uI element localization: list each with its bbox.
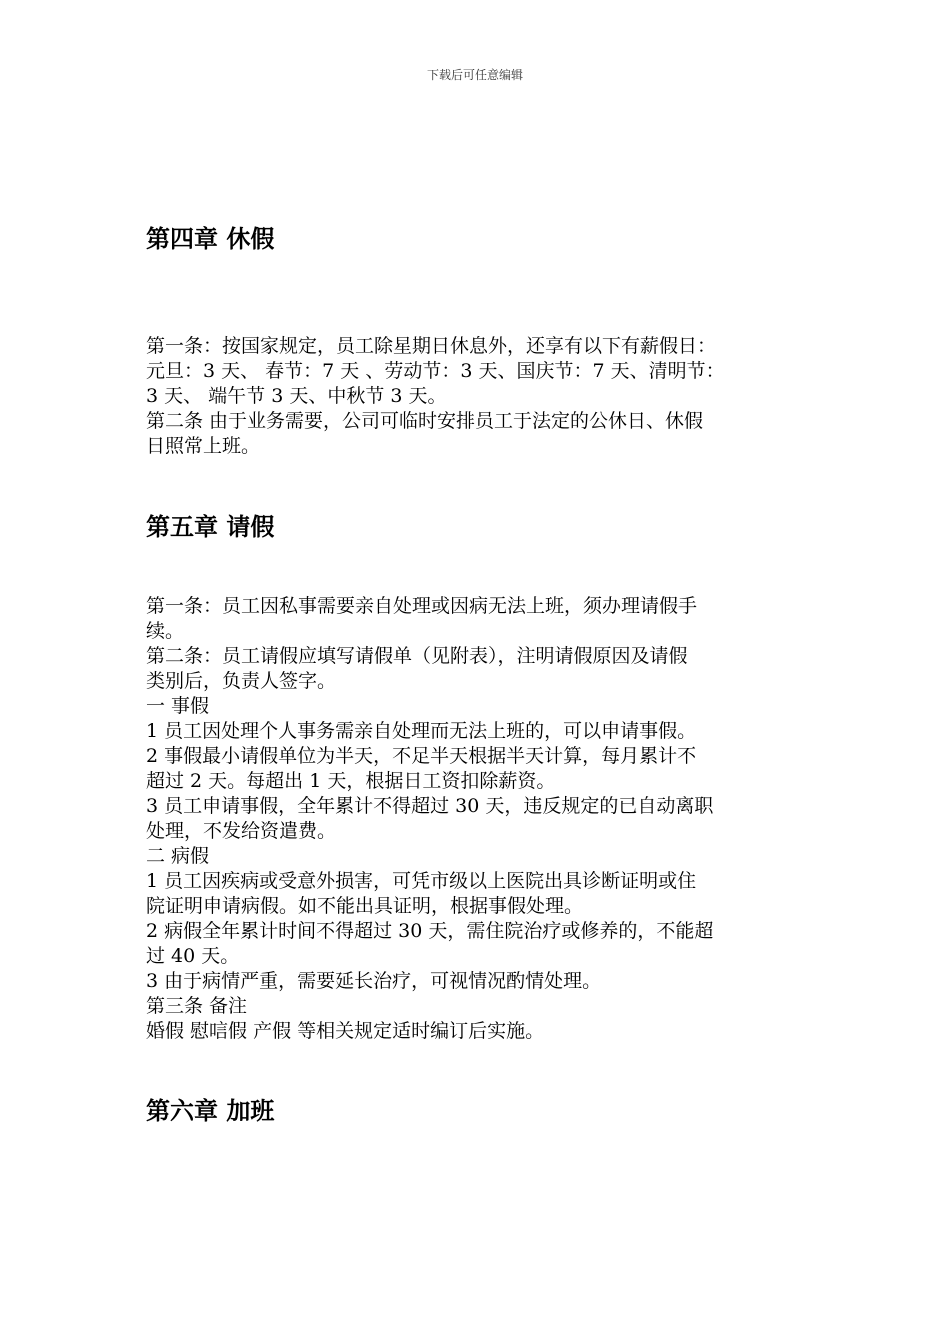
paragraph-line: 1 员工因处理个人事务需亲自处理而无法上班的，可以申请事假。 bbox=[146, 720, 697, 742]
paragraph-line: 过 40 天。 bbox=[146, 945, 240, 967]
chapter-5-content bbox=[146, 594, 816, 1044]
paragraph-line: 婚假 慰唁假 产假 等相关规定适时编订后实施。 bbox=[146, 1020, 545, 1042]
paragraph-line: 一 事假 bbox=[146, 695, 210, 717]
paragraph-line: 日照常上班。 bbox=[146, 435, 261, 457]
paragraph-line: 2 病假全年累计时间不得超过 30 天，需住院治疗或修养的，不能超 bbox=[146, 920, 714, 942]
paragraph-line: 第二条：员工请假应填写请假单（见附表），注明请假原因及请假 bbox=[146, 645, 688, 667]
paragraph-line: 3 由于病情严重，需要延长治疗，可视情况酌情处理。 bbox=[146, 970, 602, 992]
paragraph-line: 院证明申请病假。如不能出具证明，根据事假处理。 bbox=[146, 895, 584, 917]
chapter-6-title: 第六章 加班 bbox=[146, 1097, 275, 1125]
paragraph-line: 元旦：3 天、 春节：7 天 、劳动节：3 天、国庆节：7 天、清明节： bbox=[146, 360, 725, 382]
paragraph-line: 2 事假最小请假单位为半天，不足半天根据半天计算，每月累计不 bbox=[146, 745, 697, 767]
chapter-4-title: 第四章 休假 bbox=[146, 225, 275, 253]
paragraph-line: 处理，不发给资遣费。 bbox=[146, 820, 337, 842]
paragraph-line: 续。 bbox=[146, 620, 185, 642]
paragraph-line: 二 病假 bbox=[146, 845, 210, 867]
paragraph-line: 类别后，负责人签字。 bbox=[146, 670, 337, 692]
paragraph-line: 第一条：按国家规定，员工除星期日休息外，还享有以下有薪假日： bbox=[146, 335, 717, 357]
page-header: 下载后可任意编辑 bbox=[426, 68, 523, 82]
paragraph-line: 第二条 由于业务需要，公司可临时安排员工于法定的公休日、休假 bbox=[146, 410, 704, 432]
paragraph-line: 1 员工因疾病或受意外损害，可凭市级以上医院出具诊断证明或住 bbox=[146, 870, 697, 892]
paragraph-line: 3 天、 端午节 3 天、中秋节 3 天。 bbox=[146, 385, 447, 407]
chapter-4-content bbox=[146, 334, 816, 459]
chapter-5-title: 第五章 请假 bbox=[146, 513, 275, 541]
paragraph-line: 第三条 备注 bbox=[146, 995, 248, 1017]
paragraph-line: 超过 2 天。每超出 1 天，根据日工资扣除薪资。 bbox=[146, 770, 556, 792]
paragraph-line: 第一条：员工因私事需要亲自处理或因病无法上班，须办理请假手 bbox=[146, 595, 698, 617]
paragraph-line: 3 员工申请事假，全年累计不得超过 30 天，违反规定的已自动离职 bbox=[146, 795, 714, 817]
